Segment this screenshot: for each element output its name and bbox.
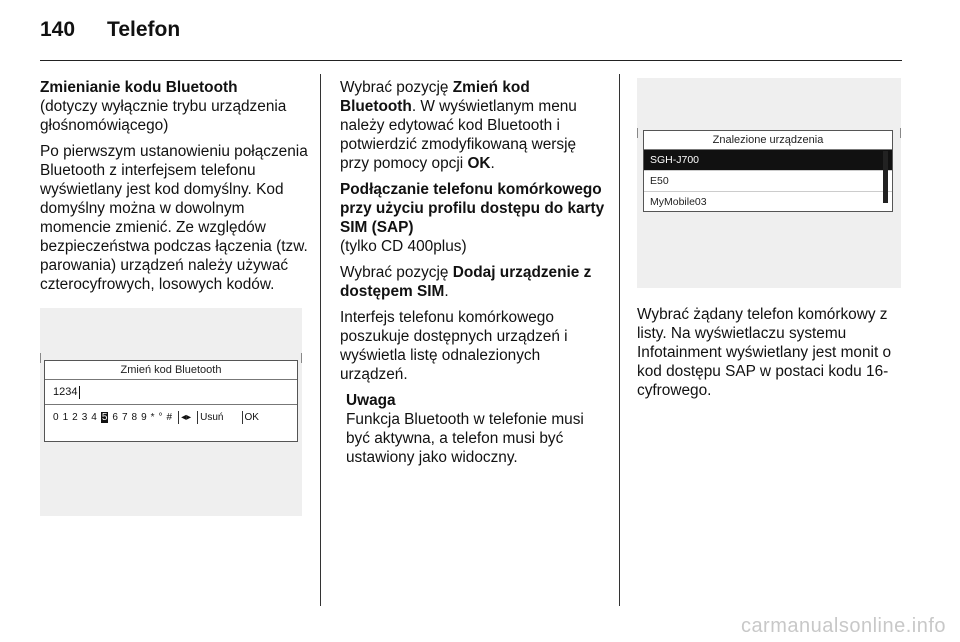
key-5-selected[interactable]: 5 (101, 412, 108, 424)
code-input[interactable] (45, 380, 297, 405)
device-item[interactable]: MyMobile03 (650, 196, 707, 208)
ok-button[interactable]: OK (244, 412, 259, 424)
column-1 (40, 78, 308, 301)
section-heading: Zmienianie kodu Bluetooth (40, 79, 238, 96)
screen-change-code (40, 308, 302, 516)
note-text: Funkcja Bluetooth w telefonie musi być aktywna, a telefon musi być ustawiony jako widoczny. (346, 411, 584, 466)
page-title: Telefon (107, 18, 181, 41)
note-box (346, 391, 608, 467)
column-divider-1 (320, 74, 321, 606)
code-value: 1234 (53, 386, 78, 398)
paragraph-add-device: Wybrać pozycję Dodaj urządzenie z dostępem SIM. (340, 264, 592, 300)
column-divider-2 (619, 74, 620, 606)
menu-option-change-code: Zmień kod Bluetooth (340, 79, 530, 115)
key-1[interactable]: 1 (62, 412, 69, 424)
menu-option-add-sim-device: Dodaj urządzenie z dostępem SIM (340, 264, 592, 300)
screen-found-devices (637, 78, 901, 288)
panel-title: Zmień kod Bluetooth (45, 361, 297, 380)
key-star[interactable]: * (150, 412, 155, 424)
key-4[interactable]: 4 (91, 412, 97, 424)
key-degree[interactable]: ° (158, 412, 163, 424)
section-heading-sap: Podłączanie telefonu komórkowego przy użyciu profilu dostępu do karty SIM (SAP) (340, 181, 605, 236)
cursor-arrows-icon[interactable]: ◂▸ (181, 412, 192, 424)
header-rule (40, 60, 902, 61)
section-subheading-sap: (tylko CD 400plus) (340, 238, 467, 255)
key-8[interactable]: 8 (131, 412, 138, 424)
paragraph-change-code: Wybrać pozycję Zmień kod Bluetooth. W wyświetlanym menu należy edytować kod Bluetooth i potwierdzić zmodyfikowaną wersję przy pomocy opcji OK. (340, 79, 577, 172)
column-3 (637, 305, 905, 407)
key-2[interactable]: 2 (72, 412, 78, 424)
paragraph-select-phone: Wybrać żądany telefon komórkowy z listy. Na wyświetlaczu systemu Infotainment wyświetlany jest monit o kod dostępu SAP w postaci kodu 16-cyfrowego. (637, 306, 892, 399)
watermark: carmanualsonline.info (740, 615, 946, 637)
keypad-row (45, 405, 297, 430)
device-item[interactable]: E50 (644, 171, 892, 192)
ok-option: OK (467, 155, 491, 172)
key-3[interactable]: 3 (81, 412, 88, 424)
key-9[interactable]: 9 (141, 412, 147, 424)
column-2 (340, 78, 608, 467)
key-6[interactable]: 6 (112, 412, 118, 424)
key-7[interactable]: 7 (121, 412, 128, 424)
found-devices-panel (643, 130, 893, 212)
section-paragraph: Po pierwszym ustanowieniu połączenia Bluetooth z interfejsem telefonu wyświetlany jest kod domyślny. Kod domyślny można w dowolnym momencie zmienić. Ze względów bezpieczeństwa podczas łączenia (tzw. parowania) urządzeń należy używać czterocyfrowych, losowych kodów. (40, 143, 308, 293)
panel-title: Znalezione urządzenia (644, 131, 892, 150)
page-header (40, 18, 180, 42)
key-hash[interactable]: # (166, 412, 173, 424)
device-item-selected[interactable]: SGH-J700 (644, 150, 892, 171)
change-code-panel (44, 360, 298, 442)
scrollbar[interactable] (883, 151, 888, 203)
paragraph-search: Interfejs telefonu komórkowego poszukuje dostępnych urządzeń i wyświetla listę odnalezionych urządzeń. (340, 309, 568, 383)
note-title: Uwaga (346, 392, 396, 409)
delete-button[interactable]: Usuń (200, 412, 224, 424)
page-number: 140 (40, 18, 76, 41)
key-0[interactable]: 0 (53, 412, 59, 424)
section-subheading: (dotyczy wyłącznie trybu urządzenia głośnomówiącego) (40, 98, 287, 134)
text-cursor (79, 386, 80, 399)
